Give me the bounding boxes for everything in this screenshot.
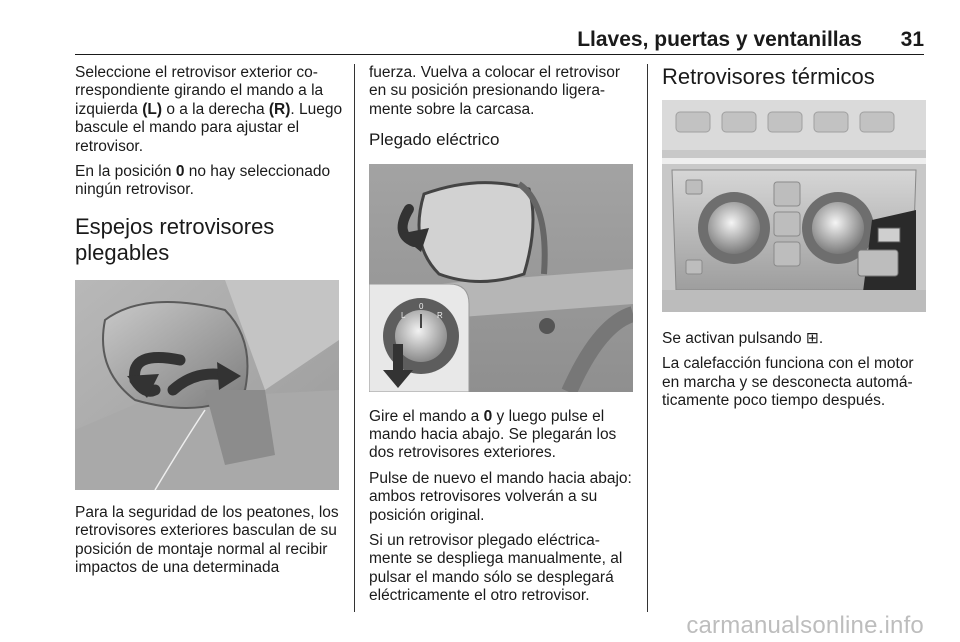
bold-text: 0 xyxy=(483,407,493,425)
heated-mirror-icon: ⊞ xyxy=(805,330,819,347)
paragraph xyxy=(662,330,927,348)
section-heading: Plegado eléctrico xyxy=(369,130,500,150)
electric-folding-figure xyxy=(369,164,633,392)
column-divider xyxy=(647,64,648,612)
paragraph: Pulse de nuevo el mando hacia abajo: ambos retrovisores volverán a su posición original. xyxy=(369,469,632,524)
bold-text: (L) xyxy=(142,100,163,118)
knob-label: R xyxy=(437,310,443,320)
text: Gire el mando a xyxy=(369,407,484,425)
text: no hay seleccionado ningún retrovisor. xyxy=(75,163,331,199)
page-header xyxy=(75,28,924,55)
folding-mirror-figure xyxy=(75,280,339,490)
paragraph: La calefacción funciona con el motor en marcha y se desconecta automá-ticamente poco tiempo después. xyxy=(662,355,914,410)
paragraph xyxy=(75,163,343,200)
bold-text: 0 xyxy=(175,163,185,181)
paragraph: fuerza. Vuelva a colocar el retrovisor en su posición presionando ligera-mente sobre la carcasa. xyxy=(369,64,620,118)
column-1 xyxy=(75,64,343,584)
climate-panel-figure xyxy=(662,100,926,312)
paragraph: Si un retrovisor plegado eléctrica-mente se despliega manualmente, al pulsar el mando sólo se desplegará eléctricamente el otro retrovisor. xyxy=(369,532,623,605)
text: . xyxy=(818,330,824,347)
knob-label: L xyxy=(401,310,406,320)
column-3 xyxy=(662,64,927,418)
text: o a la derecha xyxy=(162,100,269,118)
text: y luego pulse el mando hacia abajo. Se plegarán los dos retrovisores exteriores. xyxy=(369,407,617,462)
text: . Luego bascule el mando para ajustar el retrovisor. xyxy=(75,100,343,155)
column-2 xyxy=(369,64,637,613)
watermark: carmanualsonline.info xyxy=(686,612,924,639)
page-number: 31 xyxy=(900,28,924,51)
text: Seleccione el retrovisor exterior co-rrespondiente girando el mando a la izquierda xyxy=(75,64,324,118)
paragraph: Para la seguridad de los peatones, los retrovisores exteriores basculan de su posición de montaje normal al recibir impactos de una determinada xyxy=(75,503,339,577)
bold-text: (R) xyxy=(268,100,291,118)
page-title: Llaves, puertas y ventanillas xyxy=(577,28,862,51)
knob-label: 0 xyxy=(419,301,424,311)
text: Se activan pulsando xyxy=(662,330,806,347)
paragraph xyxy=(75,64,343,156)
paragraph xyxy=(369,408,637,463)
text: En la posición xyxy=(75,163,176,181)
section-heading: Espejos retrovisores plegables xyxy=(75,213,275,265)
section-heading: Retrovisores térmicos xyxy=(662,64,875,89)
column-divider xyxy=(354,64,355,612)
